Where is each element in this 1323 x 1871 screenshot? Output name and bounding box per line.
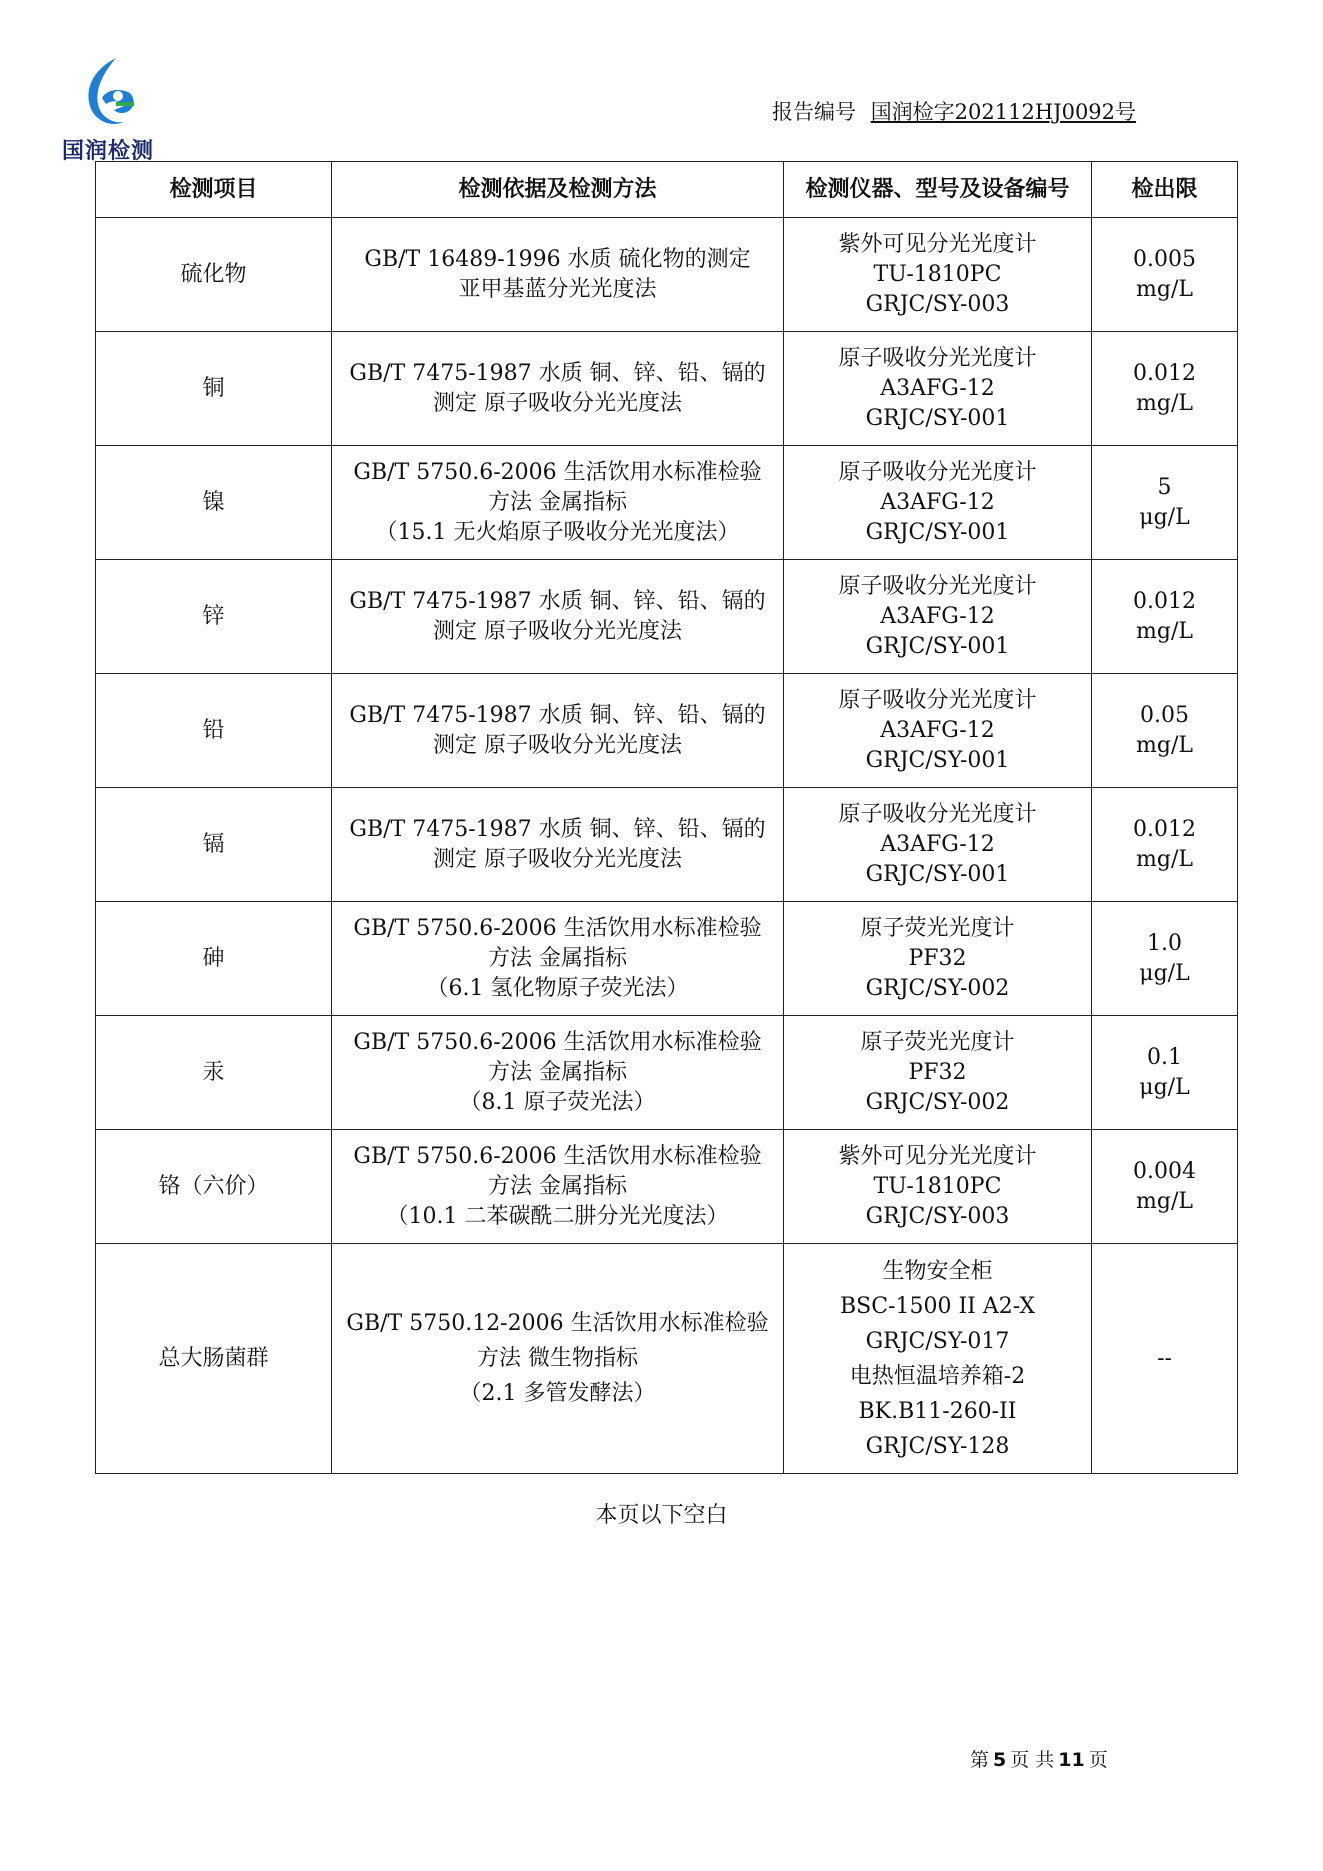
cell-instrument bbox=[784, 332, 1092, 446]
cell-method-line: GB/T 5750.6-2006 生活饮用水标准检验 bbox=[353, 1029, 762, 1055]
cell-item: 铬（六价） bbox=[96, 1130, 332, 1244]
cell-method bbox=[332, 1130, 784, 1244]
footer-current-page: 5 bbox=[993, 1749, 1007, 1771]
cell-limit-line: mg/L bbox=[1136, 1188, 1193, 1214]
cell-instrument-line: 原子吸收分光光度计 bbox=[838, 687, 1037, 713]
footer-total-pages: 11 bbox=[1058, 1749, 1085, 1771]
header-item: 检测项目 bbox=[96, 162, 332, 218]
cell-instrument bbox=[784, 1016, 1092, 1130]
cell-instrument-line: GRJC/SY-003 bbox=[865, 1203, 1010, 1229]
cell-limit bbox=[1092, 1244, 1238, 1474]
cell-method bbox=[332, 788, 784, 902]
report-number-value: 国润检字202112HJ0092号 bbox=[870, 100, 1137, 124]
header-limit: 检出限 bbox=[1092, 162, 1238, 218]
cell-instrument-line: 原子吸收分光光度计 bbox=[838, 573, 1037, 599]
cell-method-line: 亚甲基蓝分光光度法 bbox=[458, 276, 657, 302]
cell-method-line: 方法 金属指标 bbox=[488, 945, 627, 971]
cell-method bbox=[332, 674, 784, 788]
cell-instrument-line: GRJC/SY-001 bbox=[865, 519, 1010, 545]
cell-instrument bbox=[784, 1130, 1092, 1244]
cell-instrument-line: 生物安全柜 bbox=[882, 1258, 993, 1284]
cell-limit bbox=[1092, 902, 1238, 1016]
cell-method-line: （8.1 原子荧光法） bbox=[459, 1089, 656, 1115]
cell-instrument-line: GRJC/SY-128 bbox=[865, 1433, 1010, 1459]
cell-method bbox=[332, 1244, 784, 1474]
cell-instrument-line: GRJC/SY-002 bbox=[865, 975, 1010, 1001]
table-row bbox=[96, 218, 1238, 332]
cell-instrument-line: PF32 bbox=[908, 945, 967, 971]
cell-limit-line: 0.012 bbox=[1133, 816, 1196, 842]
cell-limit-line: 0.012 bbox=[1133, 588, 1196, 614]
cell-instrument bbox=[784, 560, 1092, 674]
cell-method-line: 方法 金属指标 bbox=[488, 1173, 627, 1199]
cell-instrument-line: PF32 bbox=[908, 1059, 967, 1085]
cell-item: 镉 bbox=[96, 788, 332, 902]
cell-limit-line: mg/L bbox=[1136, 732, 1193, 758]
cell-limit bbox=[1092, 218, 1238, 332]
cell-method-line: （10.1 二苯碳酰二肼分光光度法） bbox=[386, 1203, 729, 1229]
table-row bbox=[96, 560, 1238, 674]
cell-limit-line: mg/L bbox=[1136, 846, 1193, 872]
header-instrument: 检测仪器、型号及设备编号 bbox=[784, 162, 1092, 218]
cell-instrument-line: 紫外可见分光光度计 bbox=[838, 231, 1037, 257]
cell-instrument bbox=[784, 446, 1092, 560]
cell-limit-line: -- bbox=[1157, 1346, 1172, 1371]
report-number-line bbox=[772, 96, 1136, 126]
cell-item: 铅 bbox=[96, 674, 332, 788]
cell-method-line: 方法 金属指标 bbox=[488, 489, 627, 515]
cell-instrument-line: 电热恒温培养箱-2 bbox=[849, 1363, 1026, 1389]
cell-limit bbox=[1092, 560, 1238, 674]
logo-mark-icon bbox=[76, 54, 146, 134]
cell-method bbox=[332, 560, 784, 674]
test-method-table bbox=[95, 161, 1238, 1474]
cell-limit bbox=[1092, 788, 1238, 902]
cell-limit bbox=[1092, 1016, 1238, 1130]
cell-method-line: 测定 原子吸收分光光度法 bbox=[433, 618, 682, 644]
cell-limit-line: 1.0 bbox=[1147, 930, 1182, 956]
cell-instrument-line: TU-1810PC bbox=[873, 261, 1002, 287]
cell-instrument-line: A3AFG-12 bbox=[880, 717, 995, 743]
cell-instrument-line: A3AFG-12 bbox=[880, 489, 995, 515]
cell-method-line: GB/T 7475-1987 水质 铜、锌、铅、镉的 bbox=[349, 816, 766, 842]
cell-method bbox=[332, 1016, 784, 1130]
cell-instrument-line: 原子荧光光度计 bbox=[860, 915, 1015, 941]
header-method: 检测依据及检测方法 bbox=[332, 162, 784, 218]
cell-method bbox=[332, 332, 784, 446]
footer-mid: 页 共 bbox=[1010, 1749, 1055, 1771]
cell-method-line: GB/T 7475-1987 水质 铜、锌、铅、镉的 bbox=[349, 588, 766, 614]
cell-method-line: 方法 微生物指标 bbox=[477, 1346, 638, 1371]
page-footer bbox=[966, 1745, 1112, 1772]
cell-limit-line: 0.05 bbox=[1140, 702, 1189, 728]
cell-instrument bbox=[784, 1244, 1092, 1474]
cell-item: 锌 bbox=[96, 560, 332, 674]
cell-limit-line: 5 bbox=[1157, 474, 1172, 500]
cell-instrument-line: A3AFG-12 bbox=[880, 375, 995, 401]
cell-method bbox=[332, 902, 784, 1016]
cell-instrument-line: BSC-1500 II A2-X bbox=[839, 1293, 1036, 1319]
footer-prefix: 第 bbox=[970, 1749, 990, 1771]
table-row bbox=[96, 1130, 1238, 1244]
cell-method-line: （15.1 无火焰原子吸收分光光度法） bbox=[375, 519, 740, 545]
table-row bbox=[96, 788, 1238, 902]
cell-instrument-line: GRJC/SY-001 bbox=[865, 747, 1010, 773]
cell-item: 总大肠菌群 bbox=[96, 1244, 332, 1474]
cell-limit bbox=[1092, 1130, 1238, 1244]
cell-instrument-line: 原子荧光光度计 bbox=[860, 1029, 1015, 1055]
blank-below-note: 本页以下空白 bbox=[595, 1503, 728, 1528]
cell-instrument bbox=[784, 218, 1092, 332]
cell-instrument-line: GRJC/SY-001 bbox=[865, 861, 1010, 887]
logo-text: 国润检测 bbox=[62, 139, 155, 164]
cell-limit-line: mg/L bbox=[1136, 276, 1193, 302]
cell-instrument-line: GRJC/SY-003 bbox=[865, 291, 1010, 317]
table-row bbox=[96, 446, 1238, 560]
cell-method-line: GB/T 7475-1987 水质 铜、锌、铅、镉的 bbox=[349, 360, 766, 386]
table-row bbox=[96, 902, 1238, 1016]
cell-instrument-line: 原子吸收分光光度计 bbox=[838, 801, 1037, 827]
cell-instrument-line: A3AFG-12 bbox=[880, 603, 995, 629]
cell-instrument-line: 原子吸收分光光度计 bbox=[838, 345, 1037, 371]
cell-instrument bbox=[784, 674, 1092, 788]
cell-instrument-line: GRJC/SY-017 bbox=[865, 1328, 1010, 1354]
cell-limit-line: 0.012 bbox=[1133, 360, 1196, 386]
cell-limit-line: 0.005 bbox=[1133, 246, 1196, 272]
cell-method-line: GB/T 5750.6-2006 生活饮用水标准检验 bbox=[353, 915, 762, 941]
cell-item: 镍 bbox=[96, 446, 332, 560]
cell-limit-line: mg/L bbox=[1136, 618, 1193, 644]
cell-limit bbox=[1092, 674, 1238, 788]
table-row bbox=[96, 1244, 1238, 1474]
footer-suffix: 页 bbox=[1088, 1749, 1108, 1771]
cell-instrument-line: 紫外可见分光光度计 bbox=[838, 1143, 1037, 1169]
cell-limit-line: 0.004 bbox=[1133, 1158, 1196, 1184]
cell-instrument-line: GRJC/SY-001 bbox=[865, 405, 1010, 431]
table-row bbox=[96, 332, 1238, 446]
cell-instrument bbox=[784, 788, 1092, 902]
cell-instrument-line: TU-1810PC bbox=[873, 1173, 1002, 1199]
cell-item: 砷 bbox=[96, 902, 332, 1016]
cell-method-line: GB/T 7475-1987 水质 铜、锌、铅、镉的 bbox=[349, 702, 766, 728]
cell-method-line: （6.1 氢化物原子荧光法） bbox=[426, 975, 689, 1001]
cell-instrument bbox=[784, 902, 1092, 1016]
cell-limit bbox=[1092, 332, 1238, 446]
cell-method bbox=[332, 218, 784, 332]
cell-instrument-line: 原子吸收分光光度计 bbox=[838, 459, 1037, 485]
cell-method-line: 方法 金属指标 bbox=[488, 1059, 627, 1085]
cell-item: 铜 bbox=[96, 332, 332, 446]
company-logo bbox=[62, 54, 172, 164]
cell-limit-line: μg/L bbox=[1139, 1074, 1190, 1100]
cell-limit-line: mg/L bbox=[1136, 390, 1193, 416]
cell-item: 汞 bbox=[96, 1016, 332, 1130]
cell-method-line: （2.1 多管发酵法） bbox=[459, 1381, 656, 1406]
table-row bbox=[96, 674, 1238, 788]
cell-method-line: GB/T 16489-1996 水质 硫化物的测定 bbox=[364, 246, 751, 272]
cell-method-line: GB/T 5750.12-2006 生活饮用水标准检验 bbox=[346, 1311, 769, 1336]
cell-method-line: 测定 原子吸收分光光度法 bbox=[433, 846, 682, 872]
cell-limit bbox=[1092, 446, 1238, 560]
report-number-label: 报告编号 bbox=[772, 100, 856, 124]
table-header-row bbox=[96, 162, 1238, 218]
cell-instrument-line: A3AFG-12 bbox=[880, 831, 995, 857]
cell-method-line: GB/T 5750.6-2006 生活饮用水标准检验 bbox=[353, 1143, 762, 1169]
cell-instrument-line: GRJC/SY-001 bbox=[865, 633, 1010, 659]
cell-method-line: GB/T 5750.6-2006 生活饮用水标准检验 bbox=[353, 459, 762, 485]
cell-instrument-line: GRJC/SY-002 bbox=[865, 1089, 1010, 1115]
cell-method-line: 测定 原子吸收分光光度法 bbox=[433, 732, 682, 758]
table-row bbox=[96, 1016, 1238, 1130]
cell-method bbox=[332, 446, 784, 560]
cell-limit-line: μg/L bbox=[1139, 960, 1190, 986]
cell-limit-line: 0.1 bbox=[1147, 1044, 1182, 1070]
cell-limit-line: μg/L bbox=[1139, 504, 1190, 530]
cell-method-line: 测定 原子吸收分光光度法 bbox=[433, 390, 682, 416]
cell-instrument-line: BK.B11-260-II bbox=[858, 1398, 1017, 1424]
cell-item: 硫化物 bbox=[96, 218, 332, 332]
